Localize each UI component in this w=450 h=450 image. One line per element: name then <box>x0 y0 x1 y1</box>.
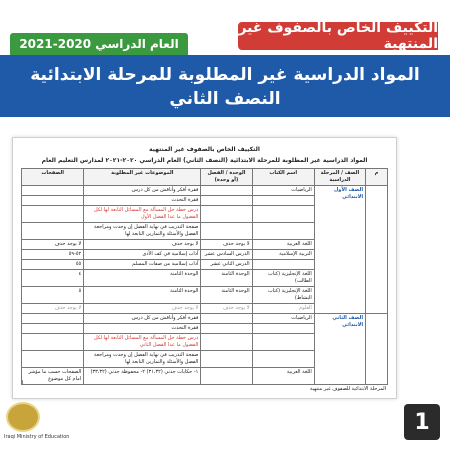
pages-cell: ٥٥ <box>22 260 84 270</box>
book-cell: الرياضيات <box>252 314 314 324</box>
title-banner <box>0 55 450 117</box>
col-header: اسم الكتاب <box>252 169 314 186</box>
grade-cell: الصف الثاني الابتدائي <box>314 314 365 385</box>
pages-cell <box>22 223 84 240</box>
book-cell: اللغة الإنجليزية (كتاب الطالب) <box>252 270 314 287</box>
book-cell <box>252 351 314 368</box>
unit-cell: لا يوجد حذف <box>201 240 252 250</box>
unit-cell <box>201 334 252 351</box>
unit-cell <box>201 368 252 385</box>
pages-cell: الصفحات حسب ما مؤشر امام كل موضوع <box>22 368 84 385</box>
topic-cell: فقرة التحدث <box>84 196 201 206</box>
book-cell: اللغة الإنجليزية (كتاب النشاط) <box>252 287 314 304</box>
page-number: ١ <box>21 379 25 386</box>
book-cell <box>252 196 314 206</box>
topic-cell: درس خطة حل المسألة مع المسائل التابعة لها لكل الفصول ما عدا الفصل الثاني <box>84 334 201 351</box>
topic-cell: ١- حكايات جدتي (٣١،٣٢) ٢- محفوظة جدتي (٣٣،٣٢) <box>84 368 201 385</box>
unit-cell: الدرس الثاني عشر <box>201 260 252 270</box>
pages-cell: لا يوجد حذف <box>22 304 84 314</box>
book-cell <box>252 334 314 351</box>
topic-cell: فقرة التحدث <box>84 324 201 334</box>
doc-subheading: المواد الدراسية غير المطلوبة للمرحلة الابتدائية (النصف الثاني) العام الدراسي ٢٠٢٠-٢٠٢١ لمدارس التعليم العام <box>41 157 368 164</box>
table-row <box>22 314 388 324</box>
topic-cell: درس خطة حل المسألة مع المسائل التابعة لها لكل الفصول ما عدا الفصل الأول <box>84 206 201 223</box>
pages-cell <box>22 334 84 351</box>
unit-cell: الدرس السادس عشر <box>201 250 252 260</box>
unit-cell <box>201 324 252 334</box>
col-header: الوحدة / الفصل (أو وحدة) <box>201 169 252 186</box>
unit-cell <box>201 314 252 324</box>
book-cell <box>252 206 314 223</box>
ministry-logo-icon <box>6 402 40 432</box>
topic-cell: لا يوجد حذف <box>84 304 201 314</box>
topic-cell: صفحة التدريب في نهاية الفصل إن وجدت ومراجعة الفصل والأسئلة والتمارين التابعة لها <box>84 223 201 240</box>
table-header-row <box>22 169 388 186</box>
pages-cell: لا يوجد حذف <box>22 240 84 250</box>
unit-cell <box>201 186 252 196</box>
book-cell <box>252 324 314 334</box>
topic-cell: آداب إسلامية من صفات المسلم <box>84 260 201 270</box>
ministry-name: Iraqi Ministry of Education <box>4 434 70 440</box>
book-cell <box>252 260 314 270</box>
header-tag: التكييف الخاص بالصفوف غير المنتهية <box>238 20 438 52</box>
topic-cell: فقرة أفكر وأناقش من كل درس <box>84 186 201 196</box>
unit-cell <box>201 196 252 206</box>
pages-cell <box>22 206 84 223</box>
unit-cell <box>201 223 252 240</box>
page-title: المواد الدراسية غير المطلوبة للمرحلة الابتدائية <box>30 65 420 85</box>
pages-cell: ٥ <box>22 287 84 304</box>
subjects-table <box>21 168 388 385</box>
table-row <box>22 186 388 196</box>
pages-cell: ٤ <box>22 270 84 287</box>
document-page <box>12 137 397 399</box>
pages-cell: ٥٢-٥٩ <box>22 250 84 260</box>
book-cell: اللغة العربية <box>252 240 314 250</box>
book-cell: التربية الإسلامية <box>252 250 314 260</box>
pages-cell <box>22 196 84 206</box>
book-cell: العلوم <box>252 304 314 314</box>
pages-cell <box>22 351 84 368</box>
doc-footer: المرحلة الابتدائية للصفوف غير منتهية <box>310 386 386 392</box>
pages-cell <box>22 324 84 334</box>
book-cell <box>252 223 314 240</box>
book-cell: اللغة العربية <box>252 368 314 385</box>
unit-cell <box>201 206 252 223</box>
grade-cell: الصف الأول الابتدائي <box>314 186 365 314</box>
unit-cell: لا يوجد حذف <box>201 304 252 314</box>
academic-year-label: العام الدراسي 2020-2021 <box>10 33 188 55</box>
topic-cell: فقرة أفكر وأناقش من كل درس <box>84 314 201 324</box>
topic-cell: صفحة التدريب في نهاية الفصل إن وجدت ومراجعة الفصل والأسئلة والتمارين التابعة لها <box>84 351 201 368</box>
slide-number-badge: 1 <box>404 404 440 440</box>
topic-cell: الوحدة الثامنة <box>84 270 201 287</box>
unit-cell <box>201 351 252 368</box>
col-header: الصف / المرحلة الدراسية <box>314 169 365 186</box>
col-header: الصفحات <box>22 169 84 186</box>
book-cell: الرياضيات <box>252 186 314 196</box>
unit-cell: الوحدة الثامنة <box>201 287 252 304</box>
pages-cell <box>22 186 84 196</box>
topic-cell: لا يوجد حذف <box>84 240 201 250</box>
col-header: الموضوعات غير المطلوبة <box>84 169 201 186</box>
col-header: م <box>366 169 388 186</box>
page-subtitle: النصف الثاني <box>169 89 281 109</box>
topic-cell: آداب إسلامية في كف الأذى <box>84 250 201 260</box>
pages-cell <box>22 314 84 324</box>
unit-cell: الوحدة الثامنة <box>201 270 252 287</box>
doc-heading: التكييف الخاص بالصفوف غير المنتهية <box>149 146 260 153</box>
topic-cell: الوحدة الثامنة <box>84 287 201 304</box>
